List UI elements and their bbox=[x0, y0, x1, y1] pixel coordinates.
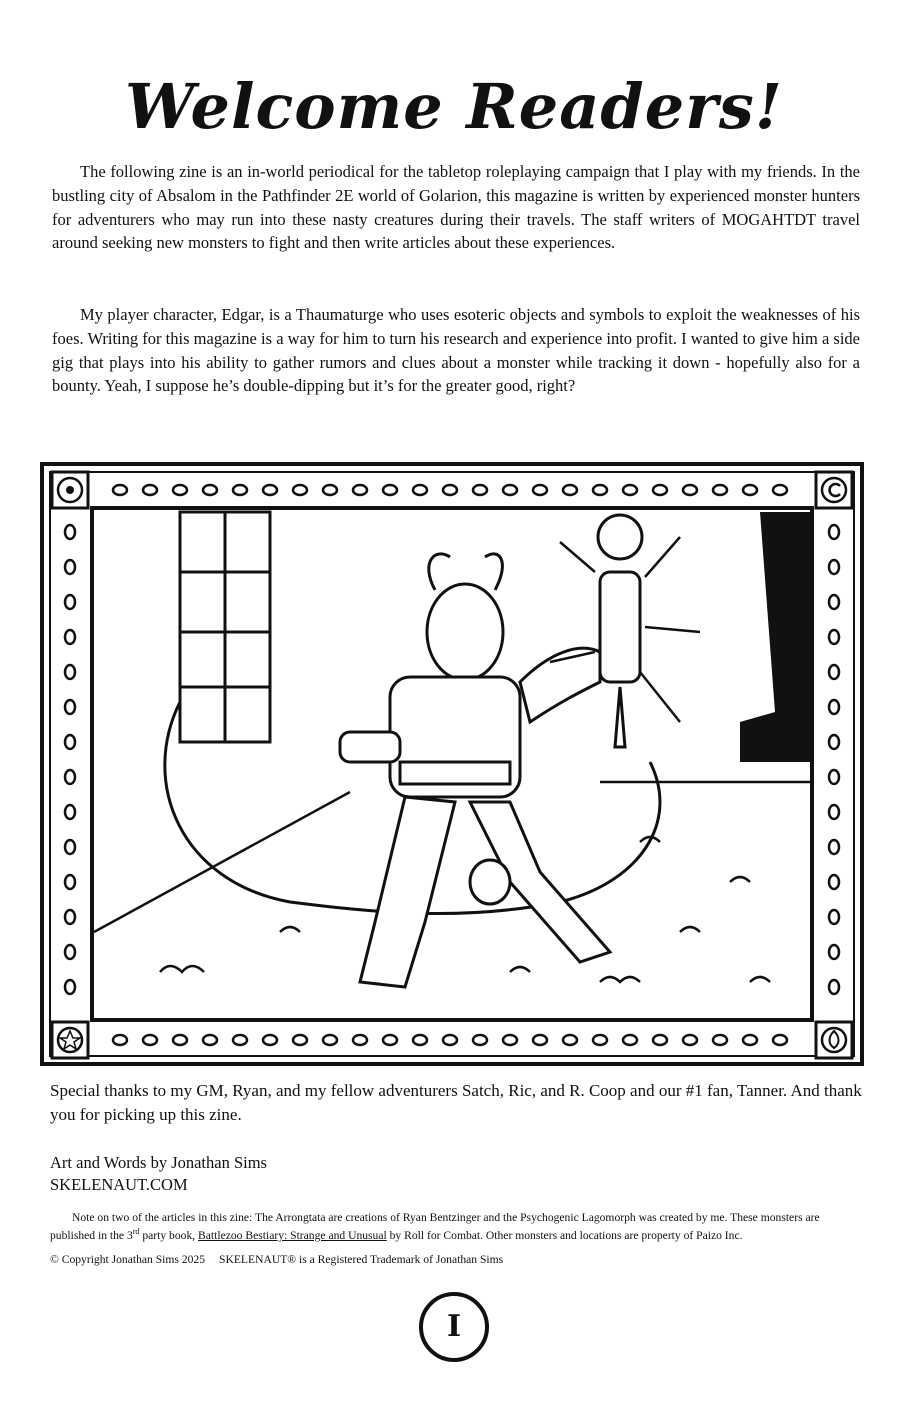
corner-sun-icon bbox=[52, 472, 88, 508]
copyright-line bbox=[50, 1253, 517, 1267]
intro-paragraph: The following zine is an in-world periodical for the tabletop roleplaying campaign that I play with my friends. In the bustling city of Absalom in the Pathfinder 2E world of Golarion, this magazine is written by experienced monster hunters for adventurers who may run into these nasty creatures during their travels. The staff writers of MOGAHTDT travel around seeking new monsters to fight and then write articles about these experiences. bbox=[52, 162, 860, 253]
author-credit: Art and Words by Jonathan Sims bbox=[50, 1153, 267, 1172]
thanks-text: Special thanks to my GM, Ryan, and my fellow adventurers Satch, Ric, and R. Coop and our #1 fan, Tanner. And thank you for picking up this zine. bbox=[50, 1081, 862, 1124]
book-title: Battlezoo Bestiary: Strange and Unusual bbox=[198, 1228, 387, 1242]
note-text-end: by Roll for Combat. Other monsters and locations are property of Paizo Inc. bbox=[386, 1228, 743, 1242]
illustration-frame bbox=[40, 462, 864, 1066]
note-text-middle: party book, bbox=[139, 1228, 199, 1242]
website-link[interactable]: SKELENAUT.COM bbox=[50, 1175, 188, 1194]
articles-note bbox=[50, 1211, 862, 1243]
page-title: Welcome Readers! bbox=[124, 70, 784, 143]
copyright-owner: © Copyright Jonathan Sims 2025 bbox=[50, 1253, 206, 1266]
trademark-notice: SKELENAUT® is a Registered Trademark of Jonathan Sims bbox=[219, 1253, 504, 1266]
note-superscript: rd bbox=[132, 1227, 140, 1236]
corner-spiral-icon bbox=[816, 472, 852, 508]
character-paragraph: My player character, Edgar, is a Thaumaturge who uses esoteric objects and symbols to exploit the weaknesses of his foes. Writing for this magazine is a way for him to turn his research and experience into profit. I wanted to give him a side gig that plays into his ability to gather rumors and clues about a monster while tracking it down - hopefully also for a bounty. Yeah, I suppose he’s double-dipping but it’s for the greater good, right? bbox=[52, 305, 860, 396]
corner-star-icon bbox=[52, 1022, 88, 1058]
note-text-start: Note on two of the articles in this zine: The Arrongtata are creations of Ryan Bentzinger and the Psychogenic Lagomorph was created by me. These monsters are published in the 3 bbox=[50, 1211, 820, 1242]
corner-flame-icon bbox=[816, 1022, 852, 1058]
page-number: I bbox=[419, 1292, 489, 1362]
